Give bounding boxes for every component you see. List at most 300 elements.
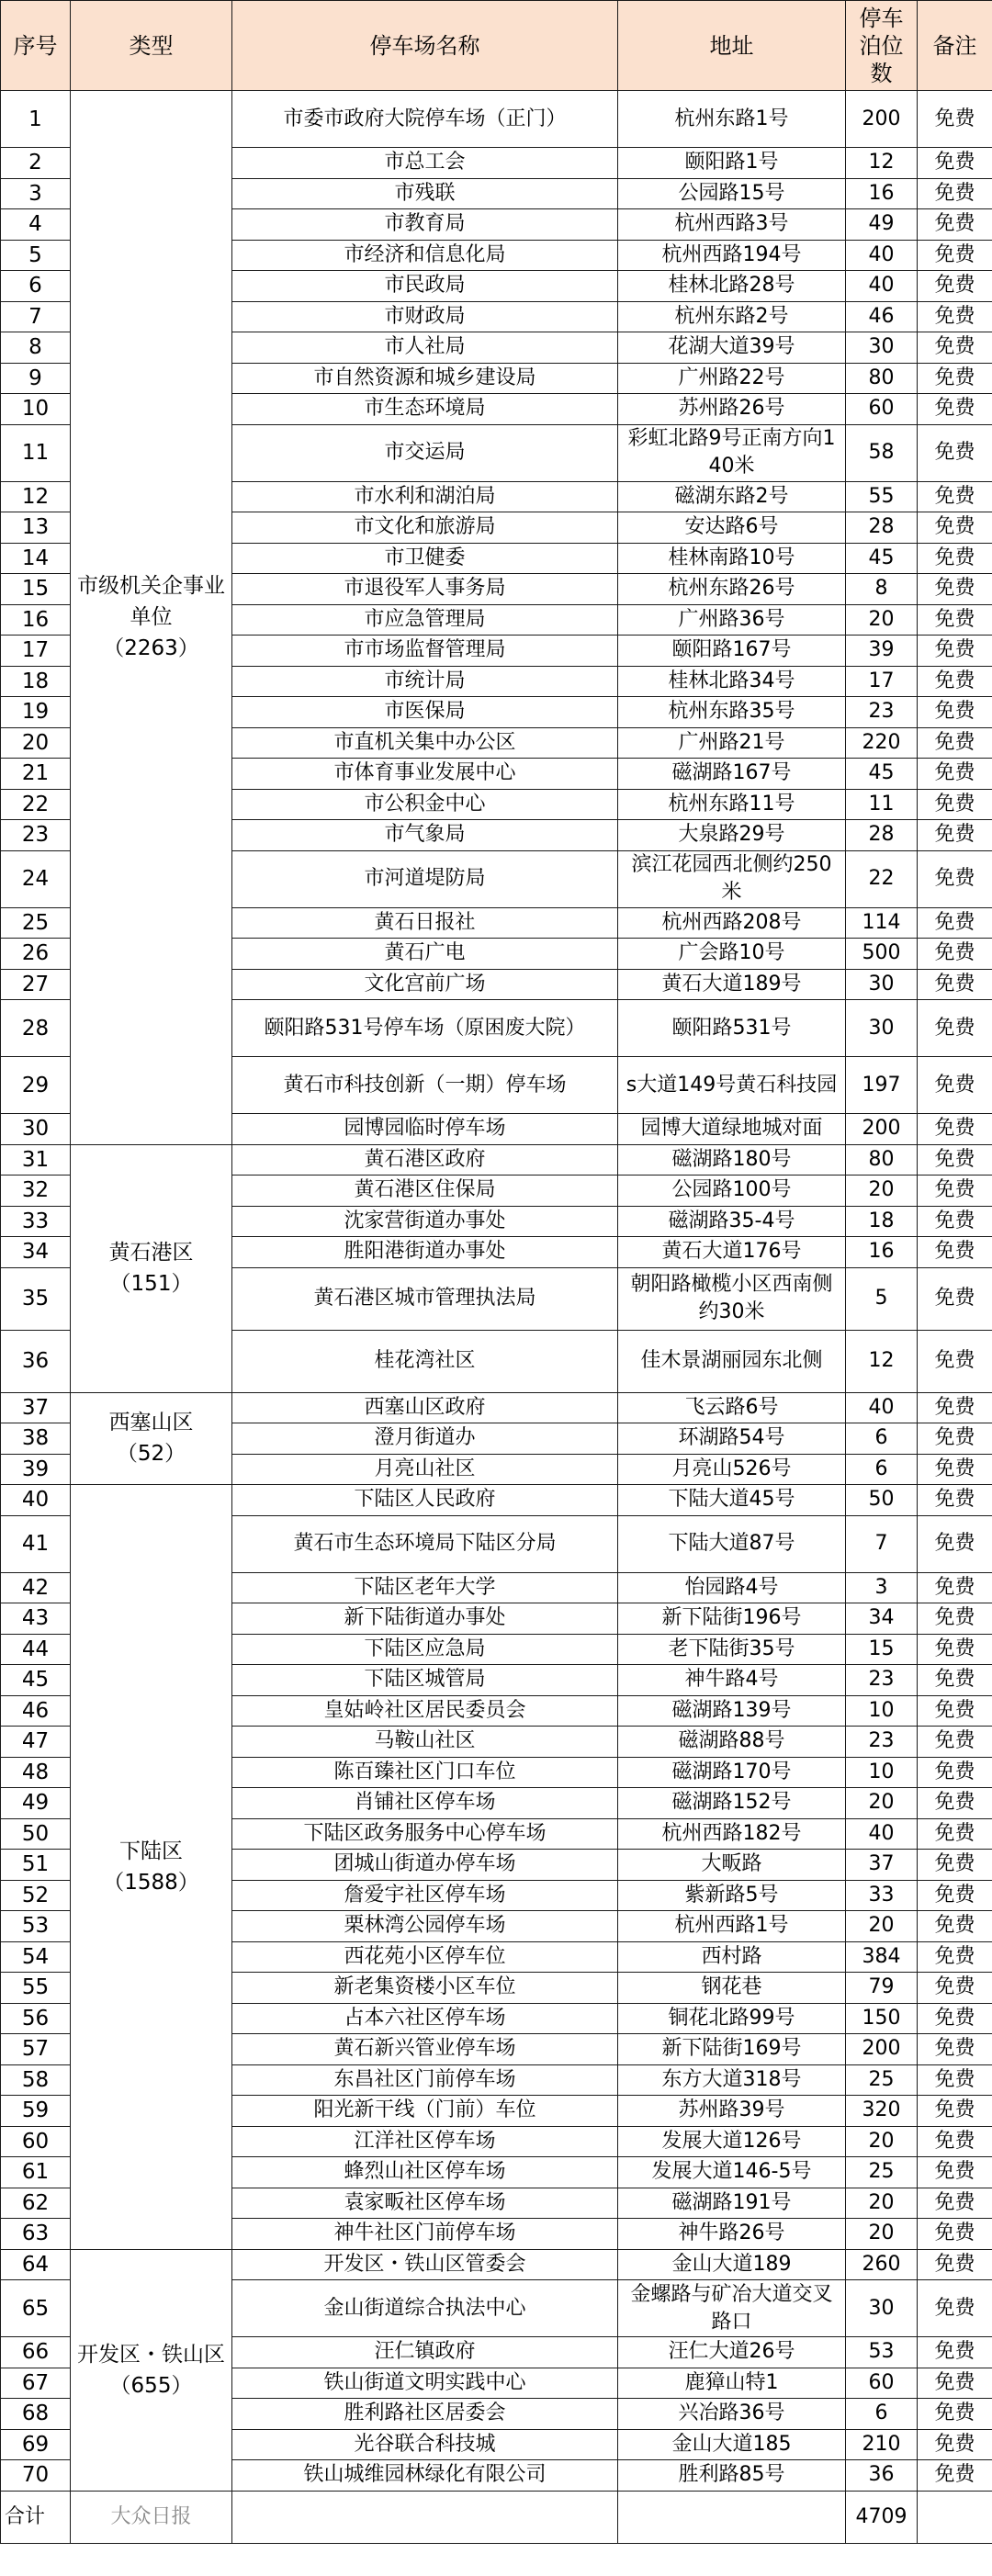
- category-count: （1588）: [103, 1870, 199, 1895]
- row-index: 35: [1, 1267, 71, 1330]
- parking-spaces: 20: [846, 2188, 918, 2219]
- row-index: 16: [1, 604, 71, 636]
- parking-name: 市体育事业发展中心: [232, 759, 618, 790]
- parking-spaces: 25: [846, 2157, 918, 2188]
- parking-address: 磁湖路139号: [618, 1695, 846, 1727]
- parking-address: 杭州东路26号: [618, 574, 846, 605]
- parking-spaces: 58: [846, 424, 918, 481]
- parking-spaces: 25: [846, 2064, 918, 2096]
- parking-address: 滨江花园西北侧约250米: [618, 850, 846, 907]
- parking-note: 免费: [918, 91, 992, 148]
- row-index: 3: [1, 178, 71, 209]
- parking-spaces: 20: [846, 1911, 918, 1942]
- parking-name: 颐阳路531号停车场（原困废大院）: [232, 1000, 618, 1057]
- parking-note: 免费: [918, 2280, 992, 2337]
- parking-address: 磁湖路180号: [618, 1144, 846, 1176]
- parking-name: 铁山街道文明实践中心: [232, 2368, 618, 2399]
- parking-address: 新下陆街196号: [618, 1603, 846, 1635]
- row-index: 1: [1, 91, 71, 148]
- parking-spaces: 22: [846, 850, 918, 907]
- parking-address: 桂林北路28号: [618, 271, 846, 302]
- parking-name: 西塞山区政府: [232, 1392, 618, 1423]
- parking-note: 免费: [918, 1454, 992, 1485]
- parking-spaces: 39: [846, 636, 918, 667]
- parking-spaces: 53: [846, 2337, 918, 2368]
- row-index: 58: [1, 2064, 71, 2096]
- parking-name: 下陆区应急局: [232, 1634, 618, 1665]
- parking-spaces: 30: [846, 2280, 918, 2337]
- parking-address: 磁湖路35-4号: [618, 1206, 846, 1237]
- row-index: 66: [1, 2337, 71, 2368]
- parking-name: 黄石港区住保局: [232, 1176, 618, 1207]
- parking-spaces: 15: [846, 1634, 918, 1665]
- parking-spaces: 384: [846, 1941, 918, 1973]
- parking-name: 市统计局: [232, 666, 618, 697]
- parking-name: 新下陆街道办事处: [232, 1603, 618, 1635]
- parking-address: 兴冶路36号: [618, 2399, 846, 2430]
- parking-note: 免费: [918, 1057, 992, 1114]
- parking-name: 黄石新兴管业停车场: [232, 2034, 618, 2065]
- parking-address: 老下陆街35号: [618, 1634, 846, 1665]
- parking-spaces: 10: [846, 1757, 918, 1788]
- parking-address: 下陆大道45号: [618, 1485, 846, 1516]
- parking-note: 免费: [918, 666, 992, 697]
- parking-address: 桂林北路34号: [618, 666, 846, 697]
- parking-note: 免费: [918, 1757, 992, 1788]
- parking-spaces: 49: [846, 209, 918, 241]
- parking-address: 发展大道146-5号: [618, 2157, 846, 2188]
- parking-spaces: 3: [846, 1572, 918, 1603]
- parking-spaces: 12: [846, 148, 918, 179]
- parking-name: 市卫健委: [232, 543, 618, 574]
- parking-name: 市文化和旅游局: [232, 512, 618, 544]
- parking-spaces: 20: [846, 1176, 918, 1207]
- parking-name: 市总工会: [232, 148, 618, 179]
- parking-name: 开发区・铁山区管委会: [232, 2249, 618, 2280]
- parking-note: 免费: [918, 759, 992, 790]
- parking-spaces: 12: [846, 1330, 918, 1392]
- parking-address: 神牛路4号: [618, 1665, 846, 1696]
- parking-name: 市经济和信息化局: [232, 240, 618, 271]
- row-index: 27: [1, 969, 71, 1000]
- row-index: 52: [1, 1880, 71, 1911]
- parking-spaces: 150: [846, 2003, 918, 2034]
- row-index: 5: [1, 240, 71, 271]
- parking-note: 免费: [918, 1515, 992, 1572]
- parking-address: 胜利路85号: [618, 2460, 846, 2492]
- category-count: （151）: [109, 1272, 193, 1296]
- total-empty-2: [232, 2491, 618, 2543]
- parking-name: 袁家畈社区停车场: [232, 2188, 618, 2219]
- row-index: 37: [1, 1392, 71, 1423]
- parking-name: 下陆区人民政府: [232, 1485, 618, 1516]
- parking-note: 免费: [918, 1911, 992, 1942]
- parking-note: 免费: [918, 1941, 992, 1973]
- parking-spaces: 500: [846, 939, 918, 970]
- parking-spaces: 80: [846, 1144, 918, 1176]
- parking-address: 杭州西路1号: [618, 1911, 846, 1942]
- row-index: 60: [1, 2126, 71, 2157]
- row-index: 24: [1, 850, 71, 907]
- parking-spaces: 6: [846, 1454, 918, 1485]
- parking-address: 环湖路54号: [618, 1423, 846, 1455]
- table-row: [1, 1485, 992, 1516]
- parking-spaces: 30: [846, 1000, 918, 1057]
- row-index: 64: [1, 2249, 71, 2280]
- parking-name: 市直机关集中办公区: [232, 727, 618, 759]
- row-index: 61: [1, 2157, 71, 2188]
- parking-note: 免费: [918, 2096, 992, 2127]
- parking-name: 澄月街道办: [232, 1423, 618, 1455]
- row-index: 17: [1, 636, 71, 667]
- total-empty-3: [618, 2491, 846, 2543]
- parking-note: 免费: [918, 512, 992, 544]
- row-index: 32: [1, 1176, 71, 1207]
- parking-name: 江洋社区停车场: [232, 2126, 618, 2157]
- parking-note: 免费: [918, 2219, 992, 2250]
- parking-note: 免费: [918, 907, 992, 939]
- parking-note: 免费: [918, 1850, 992, 1881]
- parking-note: 免费: [918, 2460, 992, 2492]
- row-index: 39: [1, 1454, 71, 1485]
- row-index: 4: [1, 209, 71, 241]
- parking-address: 钢花巷: [618, 1973, 846, 2004]
- parking-name: 桂花湾社区: [232, 1330, 618, 1392]
- parking-address: 月亮山526号: [618, 1454, 846, 1485]
- total-spaces: 4709: [846, 2491, 918, 2543]
- row-index: 19: [1, 697, 71, 728]
- parking-spaces: 37: [846, 1850, 918, 1881]
- parking-note: 免费: [918, 240, 992, 271]
- parking-note: 免费: [918, 2157, 992, 2188]
- parking-name: 栗林湾公园停车场: [232, 1911, 618, 1942]
- parking-note: 免费: [918, 1237, 992, 1268]
- parking-address: 广州路36号: [618, 604, 846, 636]
- parking-note: 免费: [918, 2249, 992, 2280]
- parking-spaces: 60: [846, 2368, 918, 2399]
- parking-note: 免费: [918, 2337, 992, 2368]
- parking-address: 杭州西路182号: [618, 1818, 846, 1850]
- row-index: 13: [1, 512, 71, 544]
- parking-address: 颐阳路1号: [618, 148, 846, 179]
- parking-name: 铁山城维园林绿化有限公司: [232, 2460, 618, 2492]
- parking-address: 黄石大道189号: [618, 969, 846, 1000]
- parking-address: 飞云路6号: [618, 1392, 846, 1423]
- parking-name: 市水利和湖泊局: [232, 481, 618, 512]
- parking-spaces: 28: [846, 512, 918, 544]
- parking-spaces: 210: [846, 2429, 918, 2460]
- parking-name: 阳光新干线（门前）车位: [232, 2096, 618, 2127]
- parking-spaces: 80: [846, 363, 918, 394]
- parking-name: 神牛社区门前停车场: [232, 2219, 618, 2250]
- parking-address: 杭州东路35号: [618, 697, 846, 728]
- parking-address: 金山大道189: [618, 2249, 846, 2280]
- row-index: 46: [1, 1695, 71, 1727]
- table-row: [1, 1144, 992, 1176]
- parking-name: 占本六社区停车场: [232, 2003, 618, 2034]
- parking-name: 蜂烈山社区停车场: [232, 2157, 618, 2188]
- parking-spaces: 50: [846, 1485, 918, 1516]
- header-address: 地址: [618, 1, 846, 91]
- parking-spaces: 114: [846, 907, 918, 939]
- parking-address: 汪仁大道26号: [618, 2337, 846, 2368]
- parking-address: 苏州路26号: [618, 394, 846, 425]
- category-cell: [71, 2249, 232, 2491]
- parking-name: 沈家营街道办事处: [232, 1206, 618, 1237]
- parking-spaces: 30: [846, 332, 918, 364]
- row-index: 47: [1, 1727, 71, 1758]
- row-index: 67: [1, 2368, 71, 2399]
- parking-name: 黄石港区城市管理执法局: [232, 1267, 618, 1330]
- parking-note: 免费: [918, 1880, 992, 1911]
- category-label: 黄石港区: [108, 1241, 194, 1265]
- parking-name: 黄石广电: [232, 939, 618, 970]
- parking-spaces: 6: [846, 2399, 918, 2430]
- parking-note: 免费: [918, 332, 992, 364]
- total-row: [1, 2491, 992, 2543]
- parking-note: 免费: [918, 1727, 992, 1758]
- row-index: 57: [1, 2034, 71, 2065]
- category-cell: [71, 1485, 232, 2250]
- parking-address: 安达路6号: [618, 512, 846, 544]
- row-index: 26: [1, 939, 71, 970]
- parking-note: 免费: [918, 543, 992, 574]
- parking-address: 磁湖路170号: [618, 1757, 846, 1788]
- parking-note: 免费: [918, 727, 992, 759]
- row-index: 9: [1, 363, 71, 394]
- parking-spaces: 33: [846, 1880, 918, 1911]
- total-label: 合计: [1, 2491, 71, 2543]
- parking-note: 免费: [918, 481, 992, 512]
- category-label: 市级机关企事业单位: [77, 574, 225, 630]
- parking-spaces: 20: [846, 2219, 918, 2250]
- parking-note: 免费: [918, 2399, 992, 2430]
- row-index: 69: [1, 2429, 71, 2460]
- parking-spaces: 79: [846, 1973, 918, 2004]
- parking-address: 颐阳路531号: [618, 1000, 846, 1057]
- parking-name: 下陆区老年大学: [232, 1572, 618, 1603]
- row-index: 8: [1, 332, 71, 364]
- row-index: 11: [1, 424, 71, 481]
- parking-address: 彩虹北路9号正南方向140米: [618, 424, 846, 481]
- parking-name: 下陆区政务服务中心停车场: [232, 1818, 618, 1850]
- parking-spaces: 7: [846, 1515, 918, 1572]
- total-empty-1: [71, 2491, 232, 2543]
- parking-name: 市医保局: [232, 697, 618, 728]
- parking-address: 广州路22号: [618, 363, 846, 394]
- parking-spaces: 55: [846, 481, 918, 512]
- parking-address: 桂林南路10号: [618, 543, 846, 574]
- parking-spaces: 20: [846, 604, 918, 636]
- parking-name: 黄石市科技创新（一期）停车场: [232, 1057, 618, 1114]
- parking-note: 免费: [918, 1144, 992, 1176]
- parking-note: 免费: [918, 394, 992, 425]
- parking-note: 免费: [918, 1818, 992, 1850]
- parking-note: 免费: [918, 697, 992, 728]
- parking-address: 铜花北路99号: [618, 2003, 846, 2034]
- row-index: 14: [1, 543, 71, 574]
- watermark-text: 大众日报: [110, 2504, 192, 2528]
- parking-name: 金山街道综合执法中心: [232, 2280, 618, 2337]
- row-index: 36: [1, 1330, 71, 1392]
- parking-name: 黄石港区政府: [232, 1144, 618, 1176]
- row-index: 38: [1, 1423, 71, 1455]
- parking-note: 免费: [918, 1000, 992, 1057]
- parking-name: 市公积金中心: [232, 789, 618, 820]
- row-index: 56: [1, 2003, 71, 2034]
- parking-address: 发展大道126号: [618, 2126, 846, 2157]
- row-index: 20: [1, 727, 71, 759]
- parking-spaces: 20: [846, 2126, 918, 2157]
- parking-address: 朝阳路橄榄小区西南侧约30米: [618, 1267, 846, 1330]
- parking-address: 西村路: [618, 1941, 846, 1973]
- parking-spaces: 23: [846, 697, 918, 728]
- parking-spaces: 5: [846, 1267, 918, 1330]
- parking-address: 下陆大道87号: [618, 1515, 846, 1572]
- parking-note: 免费: [918, 1330, 992, 1392]
- parking-note: 免费: [918, 1392, 992, 1423]
- header-name: 停车场名称: [232, 1, 618, 91]
- parking-note: 免费: [918, 2003, 992, 2034]
- parking-address: 磁湖东路2号: [618, 481, 846, 512]
- category-count: （2263）: [103, 636, 199, 661]
- parking-name: 市残联: [232, 178, 618, 209]
- row-index: 50: [1, 1818, 71, 1850]
- parking-address: 杭州西路208号: [618, 907, 846, 939]
- parking-address: 磁湖路191号: [618, 2188, 846, 2219]
- parking-address: 苏州路39号: [618, 2096, 846, 2127]
- parking-note: 免费: [918, 1665, 992, 1696]
- category-count: （655）: [109, 2373, 193, 2398]
- parking-spaces: 220: [846, 727, 918, 759]
- table-body: [1, 91, 992, 2492]
- parking-spaces: 45: [846, 543, 918, 574]
- parking-spaces: 260: [846, 2249, 918, 2280]
- header-note: 备注: [918, 1, 992, 91]
- parking-note: 免费: [918, 1572, 992, 1603]
- row-index: 70: [1, 2460, 71, 2492]
- parking-address: 公园路15号: [618, 178, 846, 209]
- parking-name: 市应急管理局: [232, 604, 618, 636]
- row-index: 53: [1, 1911, 71, 1942]
- parking-note: 免费: [918, 1634, 992, 1665]
- parking-note: 免费: [918, 1788, 992, 1819]
- parking-name: 文化宫前广场: [232, 969, 618, 1000]
- parking-note: 免费: [918, 1267, 992, 1330]
- parking-address: 大畈路: [618, 1850, 846, 1881]
- parking-spaces: 23: [846, 1665, 918, 1696]
- parking-name: 黄石日报社: [232, 907, 618, 939]
- parking-address: 杭州西路3号: [618, 209, 846, 241]
- parking-note: 免费: [918, 1485, 992, 1516]
- parking-name: 胜利路社区居委会: [232, 2399, 618, 2430]
- parking-address: 广会路10号: [618, 939, 846, 970]
- parking-name: 市财政局: [232, 301, 618, 332]
- parking-note: 免费: [918, 969, 992, 1000]
- parking-address: 大泉路29号: [618, 820, 846, 851]
- parking-spaces: 46: [846, 301, 918, 332]
- parking-spaces: 16: [846, 178, 918, 209]
- parking-spaces: 10: [846, 1695, 918, 1727]
- row-index: 2: [1, 148, 71, 179]
- row-index: 21: [1, 759, 71, 790]
- parking-name: 市退役军人事务局: [232, 574, 618, 605]
- category-cell: [71, 1144, 232, 1392]
- category-label: 下陆区: [119, 1839, 183, 1863]
- parking-address: 佳木景湖丽园东北侧: [618, 1330, 846, 1392]
- parking-spaces: 17: [846, 666, 918, 697]
- parking-name: 下陆区城管局: [232, 1665, 618, 1696]
- parking-address: 磁湖路88号: [618, 1727, 846, 1758]
- parking-name: 光谷联合科技城: [232, 2429, 618, 2460]
- parking-name: 市人社局: [232, 332, 618, 364]
- parking-address: 杭州东路2号: [618, 301, 846, 332]
- row-index: 30: [1, 1114, 71, 1145]
- table-row: [1, 1392, 992, 1423]
- parking-name: 肖铺社区停车场: [232, 1788, 618, 1819]
- parking-spaces: 320: [846, 2096, 918, 2127]
- parking-note: 免费: [918, 1176, 992, 1207]
- row-index: 59: [1, 2096, 71, 2127]
- parking-address: 杭州东路11号: [618, 789, 846, 820]
- parking-note: 免费: [918, 271, 992, 302]
- parking-note: 免费: [918, 2034, 992, 2065]
- parking-spaces: 200: [846, 1114, 918, 1145]
- header-category: 类型: [71, 1, 232, 91]
- row-index: 10: [1, 394, 71, 425]
- parking-note: 免费: [918, 1695, 992, 1727]
- row-index: 25: [1, 907, 71, 939]
- category-cell: [71, 91, 232, 1145]
- row-index: 22: [1, 789, 71, 820]
- parking-name: 市交运局: [232, 424, 618, 481]
- row-index: 65: [1, 2280, 71, 2337]
- parking-spaces: 8: [846, 574, 918, 605]
- parking-note: 免费: [918, 1206, 992, 1237]
- row-index: 18: [1, 666, 71, 697]
- parking-name: 詹爱宇社区停车场: [232, 1880, 618, 1911]
- parking-name: 市民政局: [232, 271, 618, 302]
- row-index: 62: [1, 2188, 71, 2219]
- parking-address: 花湖大道39号: [618, 332, 846, 364]
- parking-note: 免费: [918, 148, 992, 179]
- parking-spaces: 197: [846, 1057, 918, 1114]
- parking-spaces: 16: [846, 1237, 918, 1268]
- row-index: 6: [1, 271, 71, 302]
- parking-note: 免费: [918, 850, 992, 907]
- row-index: 54: [1, 1941, 71, 1973]
- parking-note: 免费: [918, 1114, 992, 1145]
- row-index: 33: [1, 1206, 71, 1237]
- parking-address: 广州路21号: [618, 727, 846, 759]
- parking-address: 杭州西路194号: [618, 240, 846, 271]
- category-label: 西塞山区: [108, 1411, 194, 1435]
- parking-spaces: 200: [846, 2034, 918, 2065]
- row-index: 15: [1, 574, 71, 605]
- parking-note: 免费: [918, 363, 992, 394]
- parking-note: 免费: [918, 424, 992, 481]
- parking-note: 免费: [918, 820, 992, 851]
- parking-note: 免费: [918, 789, 992, 820]
- parking-note: 免费: [918, 2126, 992, 2157]
- parking-name: 园博园临时停车场: [232, 1114, 618, 1145]
- row-index: 41: [1, 1515, 71, 1572]
- parking-name: 市市场监督管理局: [232, 636, 618, 667]
- parking-name: 黄石市生态环境局下陆区分局: [232, 1515, 618, 1572]
- row-index: 7: [1, 301, 71, 332]
- parking-spaces: 40: [846, 271, 918, 302]
- row-index: 51: [1, 1850, 71, 1881]
